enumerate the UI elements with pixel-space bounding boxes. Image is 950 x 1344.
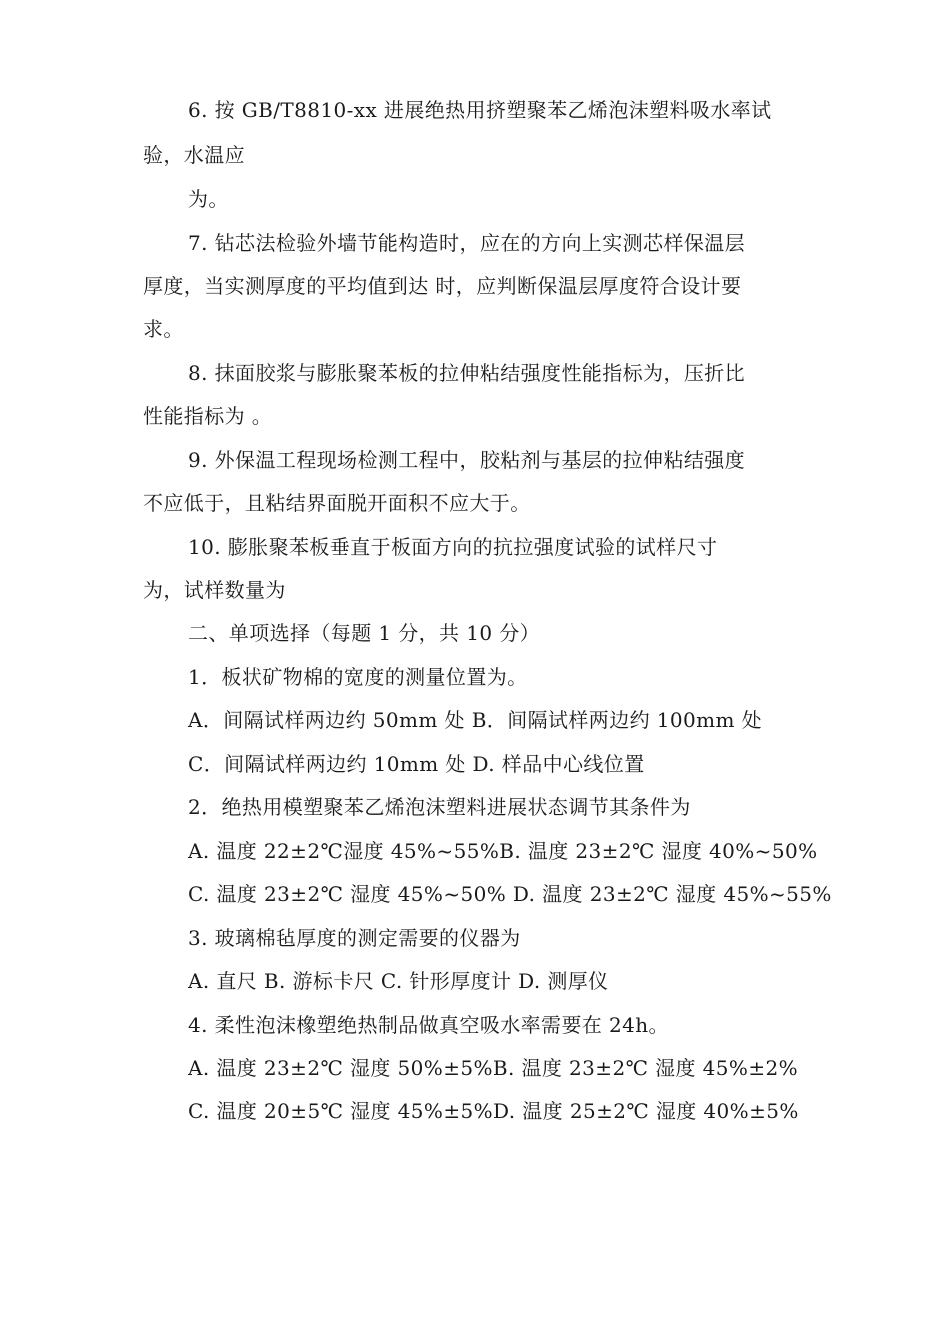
choice-2-question: 2．绝热用模塑聚苯乙烯泡沫塑料进展状态调节其条件为 [188,795,691,819]
choice-4-options-cd: C. 温度 20±5℃ 湿度 45%±5%D. 温度 25±2℃ 湿度 40%±5% [188,1099,799,1123]
choice-3-options: A. 直尺 B. 游标卡尺 C. 针形厚度计 D. 测厚仪 [188,969,609,993]
question-8-line-2: 性能指标为 。 [143,404,273,428]
question-9-line-1: 9. 外保温工程现场检测工程中，胶粘剂与基层的拉伸粘结强度 [188,448,746,472]
choice-2-options-ab: A. 温度 22±2℃湿度 45%~55%B. 温度 23±2℃ 湿度 40%~50% [188,839,818,863]
choice-1-question: 1．板状矿物棉的宽度的测量位置为。 [188,665,528,689]
question-9-line-2: 不应低于，且粘结界面脱开面积不应大于。 [143,491,531,515]
choice-3-question: 3. 玻璃棉毡厚度的测定需要的仪器为 [188,926,521,950]
choice-2-options-cd: C. 温度 23±2℃ 湿度 45%~50% D. 温度 23±2℃ 湿度 45%~55% [188,882,832,906]
choice-1-options-ab: A．间隔试样两边约 50mm 处 B．间隔试样两边约 100mm 处 [188,708,763,732]
question-6-line-2: 验，水温应 [143,143,245,167]
question-10-line-1: 10. 膨胀聚苯板垂直于板面方向的抗拉强度试验的试样尺寸 [188,535,718,559]
choice-4-question: 4. 柔性泡沫橡塑绝热制品做真空吸水率需要在 24h。 [188,1013,669,1037]
question-10-line-2: 为，试样数量为 [143,578,286,602]
question-6-line-3: 为。 [188,187,229,211]
choice-1-options-cd: C．间隔试样两边约 10mm 处 D. 样品中心线位置 [188,752,645,776]
section-heading: 二、单项选择（每题 1 分，共 10 分） [188,621,541,645]
question-7-line-3: 求。 [143,317,184,341]
choice-4-options-ab: A. 温度 23±2℃ 湿度 50%±5%B. 温度 23±2℃ 湿度 45%±2% [188,1056,799,1080]
question-6-line-1: 6. 按 GB/T8810-xx 进展绝热用挤塑聚苯乙烯泡沫塑料吸水率试 [188,98,772,122]
question-8-line-1: 8. 抹面胶浆与膨胀聚苯板的拉伸粘结强度性能指标为，压折比 [188,361,746,385]
question-7-line-1: 7. 钻芯法检验外墙节能构造时，应在的方向上实测芯样保温层 [188,231,746,255]
question-7-line-2: 厚度，当实测厚度的平均值到达 时，应判断保温层厚度符合设计要 [143,274,742,298]
